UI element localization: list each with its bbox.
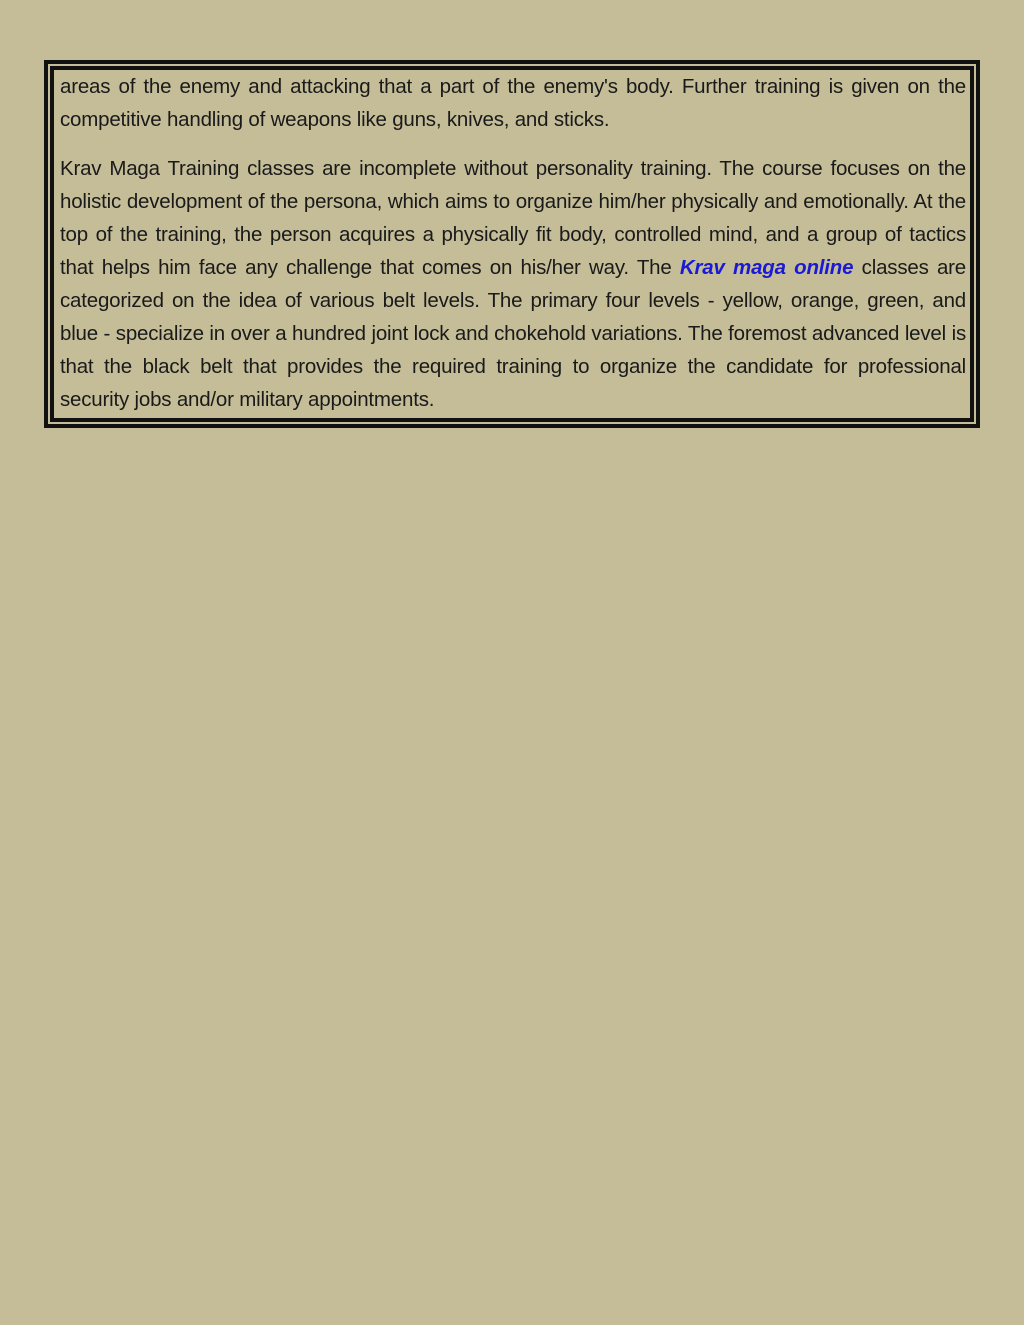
- text-box-content: [60, 70, 966, 416]
- paragraph-2-before-link: Krav Maga Training classes are incomplete without personality training. The course focuses on the holistic development of the persona, which aims to organize him/her physically and emotionally. At the top of the training, the person acquires a physically fit body, controlled mind, and a group of tactics that helps him face any challenge that comes on his/her way. The: [60, 157, 966, 279]
- paragraph-2: [60, 152, 966, 416]
- krav-maga-online-link[interactable]: Krav maga online: [679, 256, 854, 279]
- paragraph-1: areas of the enemy and attacking that a part of the enemy's body. Further training is given on the competitive handling of weapons like guns, knives, and sticks.: [60, 75, 966, 131]
- paragraph-2-after-link: classes are categorized on the idea of various belt levels. The primary four levels - yellow, orange, green, and blue - specialize in over a hundred joint lock and chokehold variations. The foremost advanced level is that the black belt that provides the required training to organize the candidate for professional security jobs and/or military appointments.: [60, 256, 967, 411]
